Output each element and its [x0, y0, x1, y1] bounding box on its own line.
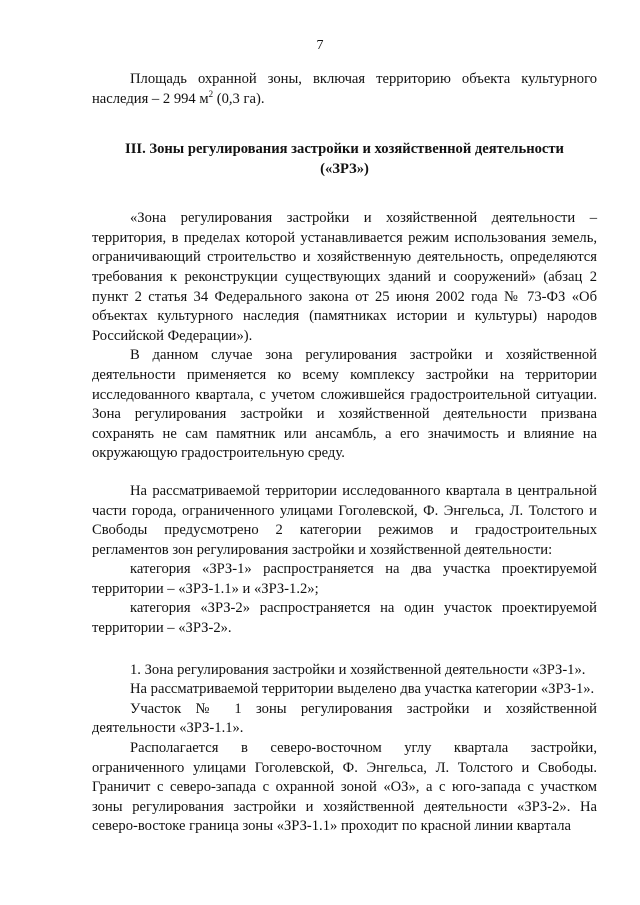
category-zrz1-paragraph: категория «ЗРЗ-1» распространяется на два участка проектируемой территории – «ЗРЗ-1.1» и «ЗРЗ-1.2»; [92, 561, 597, 597]
area-paragraph [92, 70, 597, 109]
definition-paragraph: «Зона регулирования застройки и хозяйственной деятельности – территория, в пределах которой устанавливается режим использования земель, ограничивающий строительство и хозяйственную деятельность, определяются требования к реконструкции существующих зданий и сооружений» (абзац 2 пункт 2 статья 34 Федерального закона от 25 июня 2002 года № 73-ФЗ «Об объектах культурного наследия (памятниках истории и культуры) народов Российской Федерации»). [92, 210, 597, 344]
area-text-end: (0,3 га). [213, 90, 265, 107]
area-text: Площадь охранной зоны, включая территорию объекта культурного наследия – 2 994 м [92, 71, 597, 107]
zone-zrz1-plots-paragraph: На рассматриваемой территории выделено два участка категории «ЗРЗ-1». [130, 681, 595, 698]
area-unit-superscript: 2 [208, 88, 214, 99]
document-body [92, 70, 597, 837]
zone-zrz1-heading: 1. Зона регулирования застройки и хозяйственной деятельности «ЗРЗ-1». [130, 661, 586, 678]
plot-1-location-paragraph: Располагается в северо-восточном углу квартала застройки, ограниченного улицами Гоголевской, Ф. Энгельса, Л. Толстого и Свободы. Граничит с северо-запада с охранной зоной «ОЗ», а с юго-запада с участком зоны регулирования застройки и хозяйственной деятельности «ЗРЗ-2». На северо-востоке граница зоны «ЗРЗ-1.1» проходит по красной линии квартала [92, 740, 597, 835]
categories-intro-paragraph: На рассматриваемой территории исследованного квартала в центральной части города, ограниченного улицами Гоголевской, Ф. Энгельса, Л. Толстого и Свободы предусмотрено 2 категории режимов и градостроительных регламентов зон регулирования застройки и хозяйственной деятельности: [92, 482, 597, 558]
section-heading [92, 139, 597, 179]
page-number: 7 [316, 38, 324, 53]
section-heading-line2: («ЗРЗ») [320, 161, 369, 178]
plot-1-heading: Участок № 1 зоны регулирования застройки и хозяйственной деятельности «ЗРЗ-1.1». [92, 700, 597, 737]
section-heading-line1: III. Зоны регулирования застройки и хозяйственной деятельности [125, 141, 564, 158]
category-zrz2-paragraph: категория «ЗРЗ-2» распространяется на один участок проектируемой территории – «ЗРЗ-2». [92, 600, 597, 637]
application-paragraph: В данном случае зона регулирования застройки и хозяйственной деятельности применяется ко всему комплексу застройки на территории исследованного квартала, с учетом сложившейся градостроительной ситуации. Зона регулирования застройки и хозяйственной деятельности призвана сохранять не сам памятник или ансамбль, а его значимость и влияние на окружающую градостроительную среду. [92, 347, 597, 462]
